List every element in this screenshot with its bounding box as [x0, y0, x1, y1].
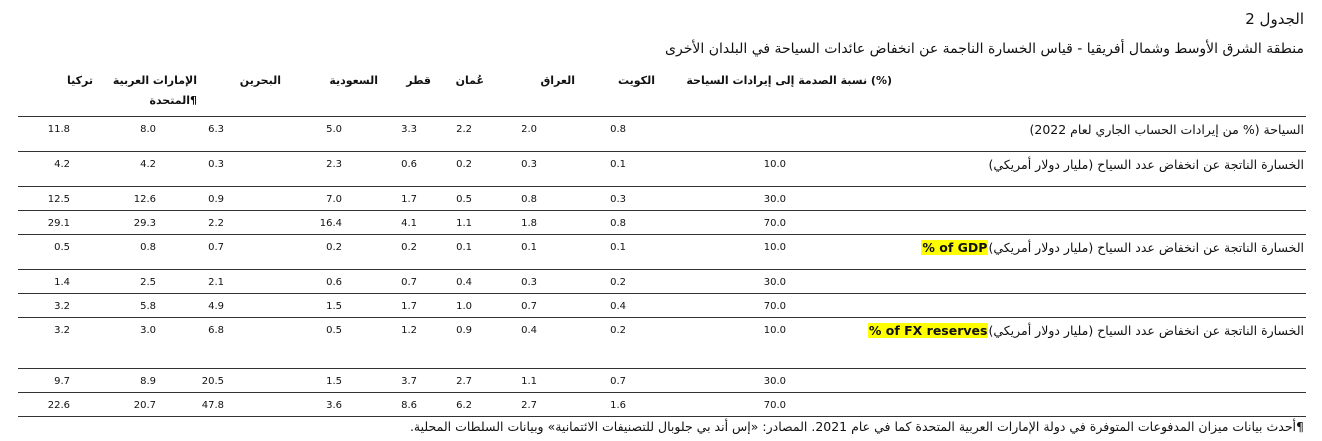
cell-oman: 0.2 — [456, 159, 472, 170]
cell-saudi: 5.0 — [326, 124, 342, 135]
cell-bahrain: 2.1 — [208, 277, 224, 288]
cell-bahrain: 2.2 — [208, 218, 224, 229]
cell-qatar: 3.3 — [401, 124, 417, 135]
divider — [18, 416, 1306, 417]
cell-shock: 70.0 — [763, 218, 786, 229]
cell-uae: 8.9 — [140, 376, 156, 387]
cell-kuwait: 0.1 — [610, 242, 626, 253]
divider — [18, 317, 1306, 318]
cell-oman: 6.2 — [456, 400, 472, 411]
divider — [18, 269, 1306, 270]
cell-saudi: 0.5 — [326, 325, 342, 336]
cell-oman: 0.9 — [456, 325, 472, 336]
cell-oman: 0.4 — [456, 277, 472, 288]
cell-qatar: 0.2 — [401, 242, 417, 253]
cell-kuwait: 0.2 — [610, 277, 626, 288]
cell-iraq: 0.4 — [521, 325, 537, 336]
cell-turkey: 22.6 — [47, 400, 70, 411]
cell-turkey: 29.1 — [47, 218, 70, 229]
cell-iraq: 0.3 — [521, 277, 537, 288]
cell-kuwait: 0.4 — [610, 301, 626, 312]
cell-shock: 30.0 — [763, 194, 786, 205]
cell-shock: 10.0 — [763, 159, 786, 170]
cell-oman: 0.5 — [456, 194, 472, 205]
divider — [18, 116, 1306, 117]
cell-turkey: 3.2 — [54, 301, 70, 312]
cell-uae: 8.0 — [140, 124, 156, 135]
cell-qatar: 4.1 — [401, 218, 417, 229]
cell-saudi: 3.6 — [326, 400, 342, 411]
cell-bahrain: 0.9 — [208, 194, 224, 205]
header-kuwait: الكويت — [618, 74, 655, 87]
divider — [18, 210, 1306, 211]
cell-kuwait: 0.8 — [610, 124, 626, 135]
cell-qatar: 0.7 — [401, 277, 417, 288]
header-qatar: قطر — [406, 74, 431, 87]
cell-turkey: 0.5 — [54, 242, 70, 253]
footnote: ¶أحدث بيانات ميزان المدفوعات المتوفرة في دولة الإمارات العربية المتحدة كما في عام 2021. المصادر: «إس أند بي جلوبال للتصنيفات الائتمانية» وبيانات السلطات المحلية. — [409, 419, 1304, 434]
cell-qatar: 1.2 — [401, 325, 417, 336]
cell-saudi: 7.0 — [326, 194, 342, 205]
cell-kuwait: 0.1 — [610, 159, 626, 170]
cell-saudi: 0.2 — [326, 242, 342, 253]
cell-bahrain: 6.3 — [208, 124, 224, 135]
cell-bahrain: 20.5 — [201, 376, 224, 387]
cell-bahrain: 4.9 — [208, 301, 224, 312]
cell-qatar: 0.6 — [401, 159, 417, 170]
cell-iraq: 0.3 — [521, 159, 537, 170]
header-turkey: تركيا — [67, 74, 93, 87]
cell-shock: 10.0 — [763, 242, 786, 253]
cell-uae: 5.8 — [140, 301, 156, 312]
row-label: الخسارة الناتجة عن انخفاض عدد السياح (مليار دولار أمريكي)% of GDP — [922, 240, 1304, 255]
cell-turkey: 3.2 — [54, 325, 70, 336]
cell-iraq: 2.0 — [521, 124, 537, 135]
cell-turkey: 9.7 — [54, 376, 70, 387]
cell-saudi: 1.5 — [326, 376, 342, 387]
cell-shock: 30.0 — [763, 376, 786, 387]
cell-uae: 0.8 — [140, 242, 156, 253]
table-subtitle: منطقة الشرق الأوسط وشمال أفريقيا - قياس الخسارة الناجمة عن انخفاض عائدات السياحة في البلدان الأخرى — [665, 41, 1304, 57]
divider — [18, 392, 1306, 393]
cell-iraq: 2.7 — [521, 400, 537, 411]
header-uae-line2: المتحدة¶ — [149, 94, 197, 107]
header-iraq: العراق — [540, 74, 575, 87]
cell-turkey: 11.8 — [47, 124, 70, 135]
cell-uae: 29.3 — [133, 218, 156, 229]
cell-turkey: 12.5 — [47, 194, 70, 205]
cell-saudi: 16.4 — [319, 218, 342, 229]
cell-oman: 0.1 — [456, 242, 472, 253]
cell-oman: 1.0 — [456, 301, 472, 312]
cell-kuwait: 0.2 — [610, 325, 626, 336]
cell-saudi: 0.6 — [326, 277, 342, 288]
cell-oman: 2.7 — [456, 376, 472, 387]
cell-shock: 10.0 — [763, 325, 786, 336]
cell-saudi: 1.5 — [326, 301, 342, 312]
header-oman: عُمان — [455, 74, 484, 87]
table-title: الجدول 2 — [1245, 10, 1304, 28]
divider — [18, 368, 1306, 369]
cell-turkey: 1.4 — [54, 277, 70, 288]
cell-bahrain: 0.7 — [208, 242, 224, 253]
cell-kuwait: 1.6 — [610, 400, 626, 411]
cell-qatar: 1.7 — [401, 194, 417, 205]
cell-uae: 4.2 — [140, 159, 156, 170]
cell-uae: 12.6 — [133, 194, 156, 205]
cell-iraq: 1.8 — [521, 218, 537, 229]
cell-uae: 20.7 — [133, 400, 156, 411]
cell-kuwait: 0.8 — [610, 218, 626, 229]
cell-kuwait: 0.3 — [610, 194, 626, 205]
header-shock: نسبة الصدمة إلى إيرادات السياحة (%) — [686, 74, 892, 87]
cell-kuwait: 0.7 — [610, 376, 626, 387]
cell-turkey: 4.2 — [54, 159, 70, 170]
header-bahrain: البحرين — [239, 74, 281, 87]
cell-iraq: 0.7 — [521, 301, 537, 312]
cell-bahrain: 0.3 — [208, 159, 224, 170]
cell-bahrain: 6.8 — [208, 325, 224, 336]
divider — [18, 151, 1306, 152]
cell-shock: 70.0 — [763, 301, 786, 312]
header-saudi: السعودية — [329, 74, 378, 87]
cell-oman: 2.2 — [456, 124, 472, 135]
cell-uae: 3.0 — [140, 325, 156, 336]
cell-iraq: 1.1 — [521, 376, 537, 387]
cell-saudi: 2.3 — [326, 159, 342, 170]
cell-qatar: 8.6 — [401, 400, 417, 411]
cell-shock: 30.0 — [763, 277, 786, 288]
cell-iraq: 0.8 — [521, 194, 537, 205]
row-label: الخسارة الناتجة عن انخفاض عدد السياح (مليار دولار أمريكي)% of FX reserves — [868, 323, 1304, 338]
divider — [18, 234, 1306, 235]
row-label: السياحة (% من إيرادات الحساب الجاري لعام 2022) — [1029, 122, 1304, 137]
cell-oman: 1.1 — [456, 218, 472, 229]
highlight-fx-reserves: % of FX reserves — [868, 323, 988, 338]
cell-shock: 70.0 — [763, 400, 786, 411]
cell-bahrain: 47.8 — [201, 400, 224, 411]
highlight-gdp: % of GDP — [922, 240, 988, 255]
cell-qatar: 1.7 — [401, 301, 417, 312]
divider — [18, 186, 1306, 187]
divider — [18, 293, 1306, 294]
cell-uae: 2.5 — [140, 277, 156, 288]
header-uae: الإمارات العربية — [112, 74, 197, 87]
cell-iraq: 0.1 — [521, 242, 537, 253]
row-label: الخسارة الناتجة عن انخفاض عدد السياح (مليار دولار أمريكي) — [988, 157, 1304, 172]
cell-qatar: 3.7 — [401, 376, 417, 387]
